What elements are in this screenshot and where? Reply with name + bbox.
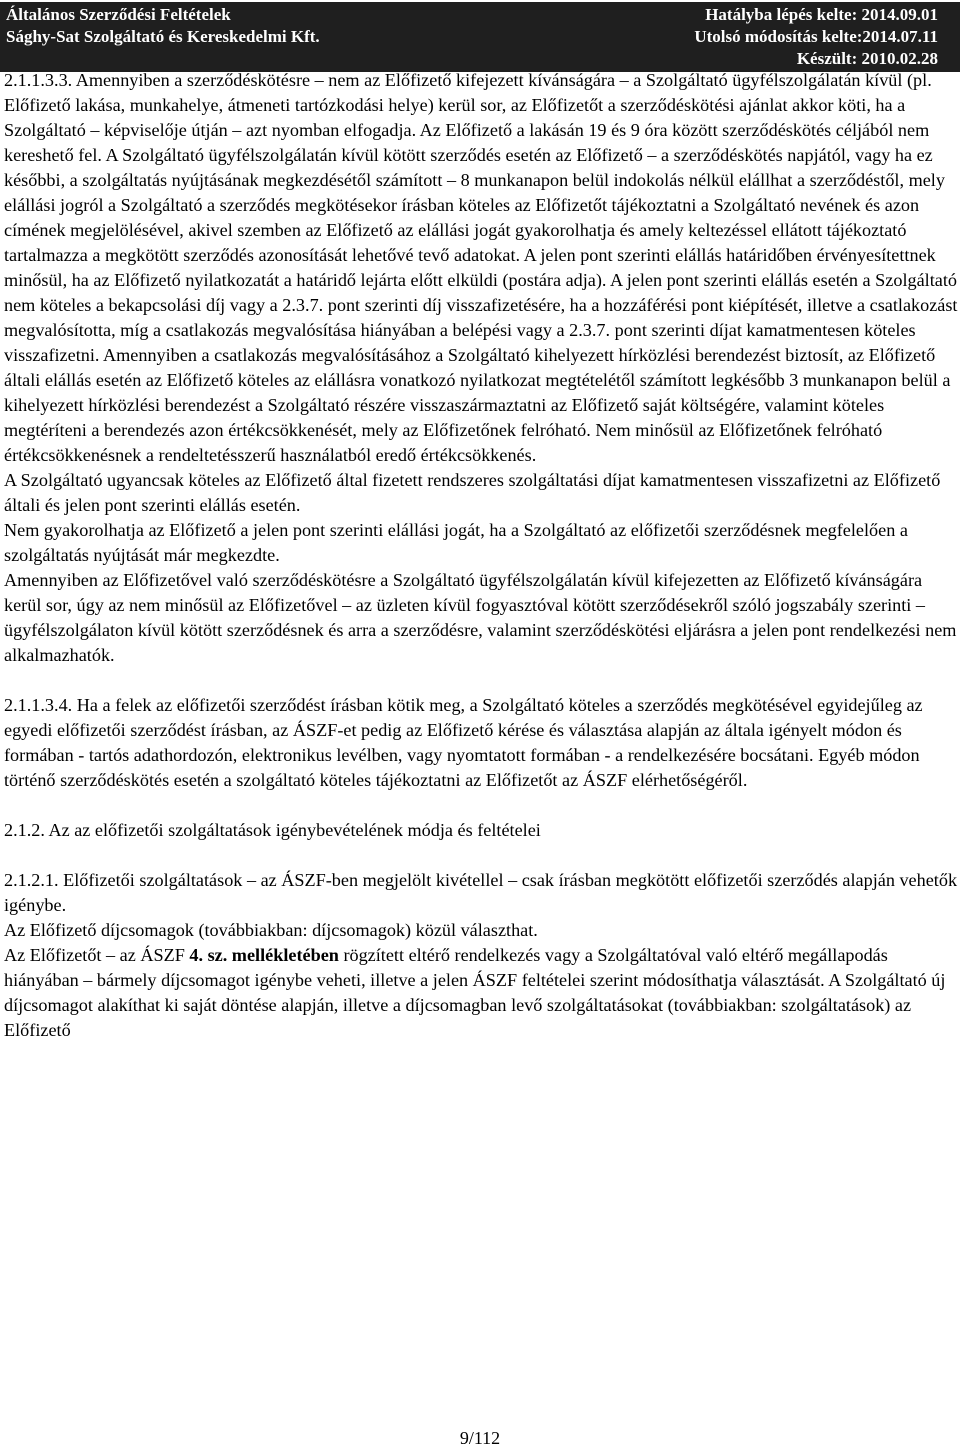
page-number: 9/112 bbox=[459, 1428, 501, 1448]
document-title: Általános Szerződési Feltételek bbox=[6, 5, 231, 24]
refund-paragraph: A Szolgáltató ugyancsak köteles az Előfizető által fizetett rendszeres szolgáltatási díjat kamatmentesen visszafizetni az Előfizető általi és jelen pont szerinti elállás esetén. bbox=[4, 470, 941, 515]
company-name: Sághy-Sat Szolgáltató és Kereskedelmi Kft. bbox=[6, 27, 320, 46]
header-right bbox=[694, 4, 938, 70]
tariff-rules-text-end: rögzített eltérő rendelkezés vagy a Szolgáltatóval való eltérő megállapodás hiányában – bármely díjcsomagot igénybe veheti, illetve a jelen ÁSZF feltételei szerint módosíthatja választását. A Szolgáltató új díjcsomagot alakíthat ki saját döntése alapján, illetve a díjcsomagban levő szolgáltatásokat (továbbiakban: szolgáltatások) az Előfizető bbox=[4, 945, 946, 1040]
created-date: Készült: 2010.02.28 bbox=[796, 49, 938, 68]
section-2-1-1-3-4: 2.1.1.3.4. Ha a felek az előfizetői szerződést írásban kötik meg, a Szolgáltató köteles a szerződés megkötésével egyidejűleg az egyedi előfizetői szerződést írásban, az ÁSZF-et pedig az Előfizető kérése és választása alapján az általa igényelt módon és formában - tartós adathordozón, elektronikus levélben, vagy nyomtatott formában - a rendelkezésére bocsátani. Egyéb módon történő szerződéskötés esetén a szolgáltató köteles tájékoztatni az Előfizetőt az ÁSZF elérhetőségéről. bbox=[4, 695, 923, 790]
effective-date: Hatályba lépés kelte: 2014.09.01 bbox=[705, 5, 938, 24]
withdrawal-exclusion-paragraph: Nem gyakorolhatja az Előfizető a jelen pont szerinti elállási jogát, ha a Szolgáltató az előfizetői szerződésnek megfelelően a szolgáltatás nyújtását már megkezdte. bbox=[4, 520, 908, 565]
tariff-rules-text-start: Az Előfizetőt – az ÁSZF bbox=[4, 945, 190, 965]
outside-office-paragraph: Amennyiben az Előfizetővel való szerződéskötésre a Szolgáltató ügyfélszolgálatán kívül kifejezetten az Előfizető kívánságára kerül sor, úgy az nem minősül az Előfizetővel – az üzleten kívül fogyasztóval kötött szerződésekről szóló jogszabály szerinti – ügyfélszolgálaton kívül kötött szerződésnek és arra a szerződésre, valamint szerződéskötési eljárásra a jelen pont rendelkezési nem alkalmazhatók. bbox=[4, 570, 957, 665]
tariff-choice-paragraph: Az Előfizető díjcsomagok (továbbiakban: díjcsomagok) közül választhat. bbox=[4, 920, 538, 940]
tariff-rules-paragraph bbox=[4, 943, 960, 1043]
annex-reference: 4. sz. mellékletében bbox=[189, 945, 339, 965]
header-left bbox=[6, 4, 320, 48]
section-2-1-2-heading: 2.1.2. Az az előfizetői szolgáltatások igénybevételének módja és feltételei bbox=[4, 820, 541, 840]
section-2-1-1-3-3: 2.1.1.3.3. Amennyiben a szerződéskötésre – nem az Előfizető kifejezett kívánságára – a Szolgáltató ügyfélszolgálatán kívül (pl. Előfizető lakása, munkahelye, átmeneti tartózkodási helye) kerül sor, az Előfizetőt a szerződéskötési ajánlat akkor köti, ha a Szolgáltató – képviselője útján – azt nyomban elfogadja. Az Előfizető a lakásán 19 és 9 óra között szerződéskötés céljából nem kereshető fel. A Szolgáltató ügyfélszolgálatán kívül kötött szerződés esetén az Előfizető – a szerződéskötés napjától, vagy ha ez későbbi, a szolgáltatás nyújtásának megkezdésétől számított – 8 munkanapon belül indokolás nélkül elállhat a szerződéstől, mely elállási jogról a Szolgáltató a szerződés megkötésekor írásban köteles az Előfizetőt tájékoztatni a Szolgáltató nevének és azon címének megjelölésével, akivel szemben az Előfizető az elállási jogát gyakorolhatja és amely keltezéssel ellátott tájékoztató tartalmazza a megkötött szerződés azonosítását lehetővé tevő adatokat. A jelen pont szerinti elállás határidőben érvényesítettnek minősül, ha az Előfizető nyilatkozatát a határidő lejárta előtt elküldi (postára adja). A jelen pont szerinti elállás esetén a Szolgáltató nem köteles a bekapcsolási díj vagy a 2.3.7. pont szerinti díj visszafizetésére, ha a hozzáférési pont kiépítését, illetve a csatlakozást megvalósította, míg a csatlakozás megvalósítása hiányában a belépési vagy a 2.3.7. pont szerinti díjat kamatmentesen köteles visszafizetni. Amennyiben a csatlakozás megvalósításához a Szolgáltató kihelyezett hírközlési berendezést biztosít, az Előfizető általi elállás esetén az Előfizető köteles az elállásra vonatkozó nyilatkozat megtételétől számított legkésőbb 3 munkanapon belül a kihelyezett hírközlési berendezést a Szolgáltató részére visszaszármaztatni az Előfizető saját költségére, valamint köteles megtéríteni a berendezés azon értékcsökkenését, mely az Előfizetőnek felróható. Nem minősül az Előfizetőnek felróható értékcsökkenésnek a rendeltetésszerű használatból eredő értékcsökkenés. bbox=[4, 70, 958, 465]
document-body bbox=[4, 68, 960, 1043]
page-header bbox=[0, 2, 960, 72]
section-2-1-2-1: 2.1.2.1. Előfizetői szolgáltatások – az ÁSZF-ben megjelölt kivétellel – csak írásban megkötött előfizetői szerződés alapján vehetők igénybe. bbox=[4, 870, 958, 915]
last-modified-date: Utolsó módosítás kelte:2014.07.11 bbox=[694, 27, 938, 46]
